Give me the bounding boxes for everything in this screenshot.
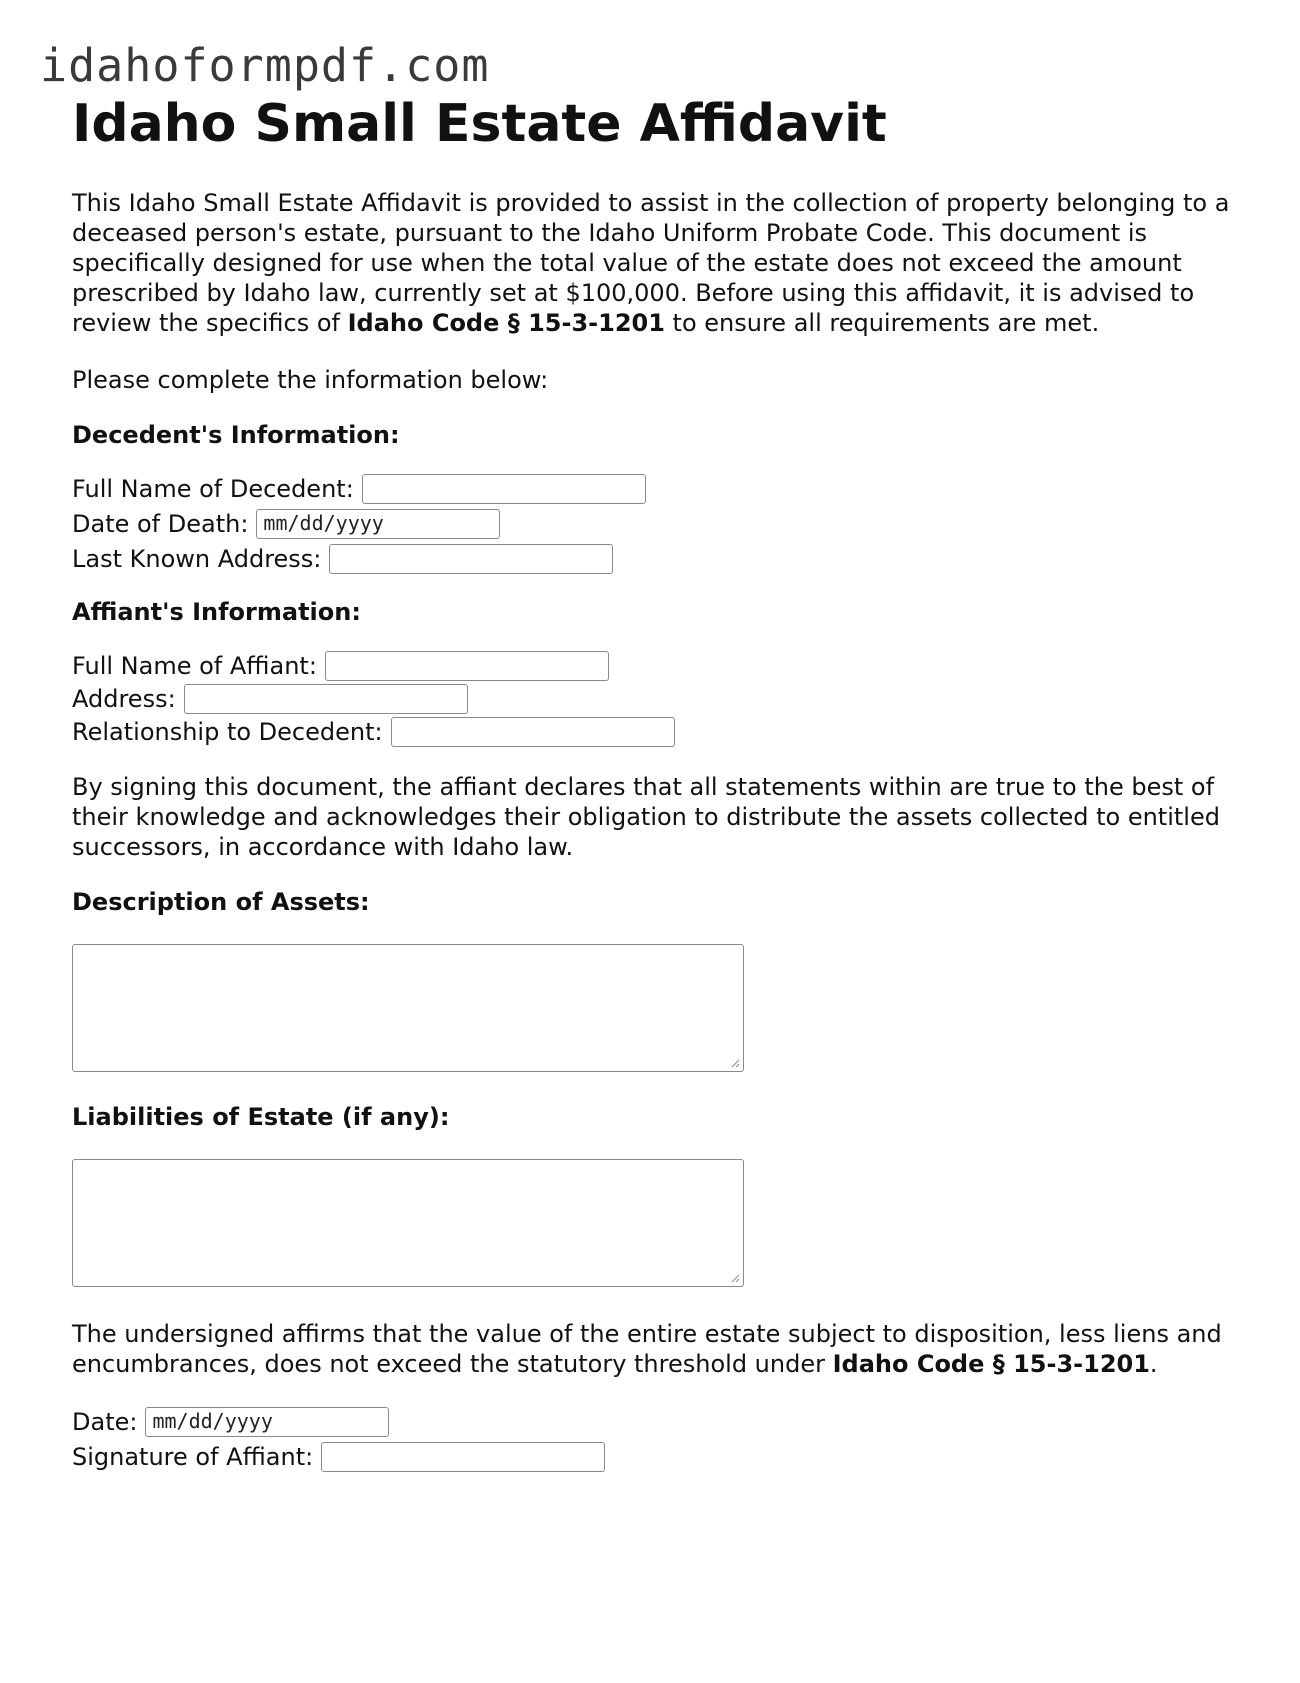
decedent-heading: Decedent's Information: <box>72 421 400 449</box>
resize-handle-icon[interactable] <box>730 1058 740 1068</box>
signature-fields <box>72 1403 1232 1474</box>
affirmation-text-1: The undersigned affirms that the value of the entire estate subject to disposition, less liens and encumbrances, does not exceed the statutory threshold under <box>72 1320 1222 1378</box>
assets-heading: Description of Assets: <box>72 888 370 916</box>
liabilities-textarea[interactable] <box>72 1159 744 1287</box>
affirmation-text-2: . <box>1149 1350 1158 1378</box>
declaration-paragraph: By signing this document, the affiant declares that all statements within are true to the best of their knowledge and acknowledges their obligation to distribute the assets collected to entitled successors, in accordance with Idaho law. <box>72 773 1220 861</box>
affirmation-paragraph <box>72 1319 1232 1379</box>
liabilities-heading: Liabilities of Estate (if any): <box>72 1103 450 1131</box>
watermark: idahoformpdf.com <box>40 39 490 92</box>
affiant-name-label: Full Name of Affiant: <box>72 651 317 680</box>
signature-label: Signature of Affiant: <box>72 1443 314 1471</box>
decedent-name-input[interactable] <box>362 474 646 504</box>
affiant-address-input[interactable] <box>184 684 468 714</box>
intro-text-2: to ensure all requirements are met. <box>664 309 1100 337</box>
signature-input[interactable] <box>321 1442 605 1472</box>
intro-code-reference: Idaho Code § 15-3-1201 <box>347 309 665 337</box>
affiant-name-input[interactable] <box>325 651 609 681</box>
instruction-prompt: Please complete the information below: <box>72 366 549 394</box>
date-of-death-input[interactable]: mm/dd/yyyy <box>256 509 500 539</box>
decedent-name-row <box>72 472 1232 506</box>
affiant-name-row <box>72 649 1232 682</box>
decedent-name-label: Full Name of Decedent: <box>72 475 354 503</box>
page-title: Idaho Small Estate Affidavit <box>72 94 887 154</box>
affiant-heading: Affiant's Information: <box>72 598 361 626</box>
relationship-label: Relationship to Decedent: <box>72 717 383 746</box>
last-address-row <box>72 542 1232 576</box>
resize-handle-icon[interactable] <box>730 1273 740 1283</box>
affirmation-code-reference: Idaho Code § 15-3-1201 <box>832 1350 1150 1378</box>
sign-date-label: Date: <box>72 1407 138 1436</box>
date-of-death-label: Date of Death: <box>72 510 249 538</box>
affiant-address-row <box>72 682 1232 715</box>
affiant-address-label: Address: <box>72 684 176 713</box>
signature-row <box>72 1440 1232 1474</box>
date-of-death-row <box>72 506 1232 542</box>
last-address-input[interactable] <box>329 544 613 574</box>
relationship-row <box>72 715 1232 748</box>
intro-text-1: This Idaho Small Estate Affidavit is provided to assist in the collection of property belonging to a deceased person's estate, pursuant to the Idaho Uniform Probate Code. This document is specifically designed for use when the total value of the estate does not exceed the amount prescribed by Idaho law, currently set at $100,000. Before using this affidavit, it is advised to review the specifics of <box>72 189 1230 337</box>
affidavit-form <box>72 88 1232 1474</box>
sign-date-row <box>72 1403 1232 1440</box>
sign-date-input[interactable]: mm/dd/yyyy <box>145 1407 389 1437</box>
affiant-fields <box>72 649 1232 748</box>
assets-textarea[interactable] <box>72 944 744 1072</box>
last-address-label: Last Known Address: <box>72 545 322 573</box>
intro-paragraph <box>72 188 1232 338</box>
decedent-fields <box>72 472 1232 576</box>
relationship-input[interactable] <box>391 717 675 747</box>
